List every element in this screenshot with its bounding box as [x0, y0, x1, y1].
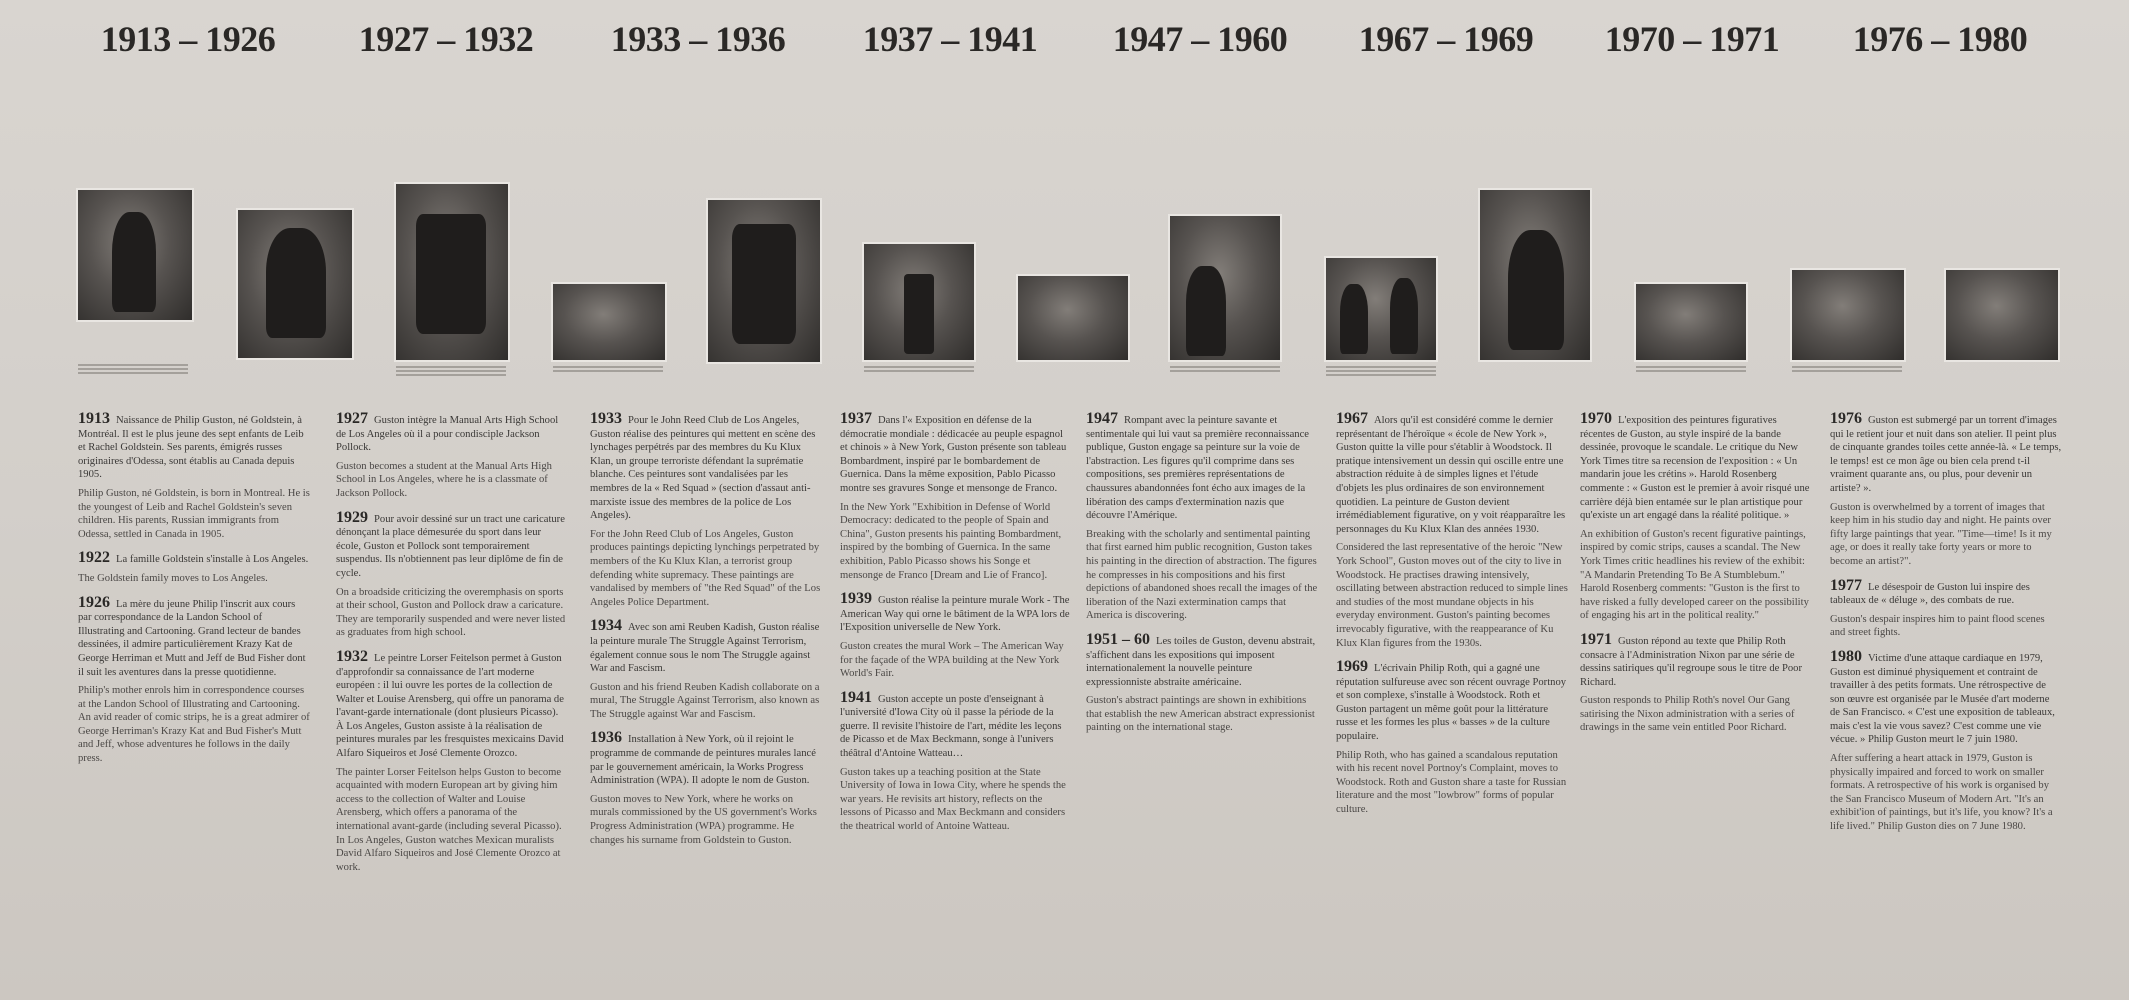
- entry-year: 1971: [1580, 630, 1612, 648]
- period-text: [336, 412, 568, 884]
- period-1913-1926: [68, 0, 308, 1000]
- entry-year: 1936: [590, 729, 622, 747]
- entry-en: Guston and his friend Reuben Kadish collaborate on a mural, The Struggle Against Terrorism, also known as The Struggle against War and Fascism.: [590, 681, 820, 720]
- entry-year: 1941: [840, 688, 872, 706]
- photo-caption: [1792, 366, 1902, 374]
- photo-guston-roth: [1326, 258, 1436, 360]
- entry-en: Philip's mother enrols him in correspondence courses at the Landon School of Illustrating and Cartooning. An avid reader of comic strips, he is a great admirer of George Herriman's Krazy Kat and Bud Fisher's Mutt and Jeff, whose adventures he follows in the daily press.: [78, 685, 310, 765]
- entry-fr: Guston intègre la Manual Arts High School de Los Angeles où il a pour condisciple Jackson Pollock.: [336, 415, 559, 454]
- entry-1977: [1830, 576, 2062, 640]
- entry-year: 1937: [840, 410, 872, 427]
- entry-year: 1932: [336, 647, 368, 665]
- entry-en: The Goldstein family moves to Los Angeles.: [78, 572, 268, 584]
- entry-en: Guston responds to Philip Roth's novel Our Gang satirising the Nixon administration with a series of drawings in the same vein entitled Poor Richard.: [1580, 695, 1795, 734]
- photo-studio-paintings: [1946, 270, 2058, 360]
- entry-1936: [590, 731, 822, 847]
- entry-1971: [1580, 630, 1812, 735]
- entry-fr: Les toiles de Guston, devenu abstrait, s'affichent dans les expositions qui imposent internationalement la nouvelle peinture expressionniste abstraite américaine.: [1086, 635, 1316, 688]
- entry-fr: Guston réalise la peinture murale Work - The American Way qui orne le bâtiment de la WPA lors de l'Exposition universelle de New York.: [840, 595, 1070, 634]
- entry-fr: La mère du jeune Philip l'inscrit aux cours par correspondance de la Landon School of Illustrating and Cartooning. Grand lecteur de bandes dessinées, il admire particulièrement Krazy Kat de George Herriman et Mutt and Jeff de Bud Fisher dont il suit les aventures dans la presse quotidienne.: [78, 598, 306, 678]
- entry-year: 1977: [1830, 576, 1862, 594]
- entry-year: 1933: [590, 410, 622, 427]
- period-title: 1976 – 1980: [1852, 19, 2028, 59]
- period-text: [1580, 412, 1812, 745]
- entry-fr: Naissance de Philip Guston, né Goldstein, à Montréal. Il est le plus jeune des sept enfants de Leib et Rachel Goldstein. Ses parents, émigrés russes originaires d'Odessa, sont établis au Canada depuis 1905.: [78, 415, 304, 481]
- entry-fr: L'écrivain Philip Roth, qui a gagné une réputation sulfureuse avec son récent ouvrage Portnoy et son complexe, s'installe à Woodstock. Roth et Guston partagent un même goût pour la littérature russe et les formes les plus « basses » de la culture populaire.: [1336, 663, 1567, 743]
- photo-guston-studio: [1170, 216, 1280, 360]
- period-title: 1913 – 1926: [100, 19, 276, 59]
- entry-year: 1922: [78, 549, 110, 567]
- entry-fr: Installation à New York, où il rejoint le programme de commande de peintures murales lancé par le gouvernement américain, la Works Progress Administration (WPA). Il adopte le nom de Guston.: [590, 734, 816, 787]
- entry-fr: Pour le John Reed Club de Los Angeles, Guston réalise des peintures qui mettent en scène des lynchages perpétrés par des membres du Ku Klux Klan, un groupe terroriste défendant la suprématie blanche. Ces peintures sont vandalisées par les membres de la « Red Squad » (section d'assaut anti-marxiste issue des membres de la police de Los Angeles).: [590, 415, 816, 522]
- entry-1922: [78, 551, 310, 585]
- entry-year: 1970: [1580, 410, 1612, 427]
- entry-fr: La famille Goldstein s'installe à Los Angeles.: [116, 554, 309, 566]
- period-1937-1941: [830, 0, 1070, 1000]
- entry-year: 1934: [590, 617, 622, 635]
- entry-year: 1927: [336, 410, 368, 427]
- period-1947-1960: [1080, 0, 1320, 1000]
- entry-en: Considered the last representative of the heroic "New York School", Guston moves out of the city to live in Woodstock. He practises drawing intensively, oscillating between abstraction reduced to simple lines and studies of the most mundane objects in his everyday environment. Guston's painting becomes irrevocably figurative, with the reappearance of Ku Klux Klan figures from the 1930s.: [1336, 542, 1568, 649]
- entry-1980: [1830, 647, 2062, 834]
- entry-1969: [1336, 660, 1568, 817]
- period-text: [840, 412, 1072, 844]
- entry-fr: Rompant avec la peinture savante et sentimentale qui lui vaut sa première reconnaissance publique, Guston engage sa peinture sur la voie de l'abstraction. Les figures qu'il comprime dans ses compositions, ses premières représentations de chaussures abandonnées font écho aux images de la libération des camps d'extermination nazis que découvre l'Amérique.: [1086, 415, 1309, 522]
- entry-fr: Le peintre Lorser Feitelson permet à Guston d'approfondir sa connaissance de l'art moderne européen : il lui ouvre les portes de la collection de Walter et Louise Arensberg, qui offre un panorama de l'avant-garde internationale (dont plusieurs Picasso). À Los Angeles, Guston assiste à la réalisation de peintures murales par les fresquistes mexicains David Alfaro Siqueiros et José Clemente Orozco.: [336, 652, 564, 760]
- entry-1929: [336, 508, 568, 640]
- entry-year: 1980: [1830, 647, 1862, 665]
- entry-en: Guston's despair inspires him to paint flood scenes and street fights.: [1830, 613, 2045, 639]
- entry-en: Guston creates the mural Work – The American Way for the façade of the WPA building at the New York World's Fair.: [840, 640, 1064, 680]
- entry-fr: Guston répond au texte que Philip Roth consacre à l'Administration Nixon par une série de dessins satiriques qu'il regroupe sous le titre de Poor Richard.: [1580, 635, 1802, 688]
- entry-en: After suffering a heart attack in 1979, Guston is physically impaired and forced to work on smaller formats. A retrospective of his work is organised by the San Francisco Museum of Modern Art. "It's an exhibit'ion of paintings, but it's life, you know? It's a life lived." Philip Guston dies on 7 June 1980.: [1830, 753, 2053, 833]
- period-1933-1936: [578, 0, 821, 1000]
- entry-en: For the John Reed Club of Los Angeles, Guston produces paintings depicting lynchings perpetrated by members of the Ku Klux Klan, a terrorist group defending white supremacy. These paintings are vandalised by members of "the Red Squad" of the Los Angeles Police Department.: [590, 528, 821, 608]
- entry-fr: Guston est submergé par un torrent d'images qui le retient jour et nuit dans son atelier. Il peint plus de cinquante grandes toiles cette année-là. « Le temps, le temps! est ce mon âge ou bien cela prend t-il vraiment quarante ans, ou plus, pour devenir un artiste? ».: [1830, 415, 2062, 494]
- entry-en: Guston takes up a teaching position at the State University of Iowa in Iowa City, where he spends the war years. He revisits art history, reflects on the lessons of Picasso and Max Beckmann and considers the theatrical world of Antoine Watteau.: [840, 766, 1066, 833]
- entry-en: Philip Roth, who has gained a scandalous reputation with his recent novel Portnoy's Complaint, moves to Woodstock. Roth and Guston share a taste for Russian literature and the most "lowbrow" forms of popular culture.: [1336, 749, 1567, 816]
- period-title: 1947 – 1960: [1112, 19, 1288, 59]
- entry-fr: Alors qu'il est considéré comme le dernier représentant de l'héroïque « école de New York », Guston quitte la ville pour s'établir à Woodstock. Il pratique intensivement un dessin qui oscille entre une abstraction réduite à de simples lignes et l'étude d'objets les plus ordinaires de son environnement quotidien. La peinture de Guston devient irrémédiablement figurative, on y voit réapparaître les personnages du Ku Klux Klan des années 1930.: [1336, 415, 1566, 535]
- entry-en: Guston's abstract paintings are shown in exhibitions that establish the new American abstract expressionist painting on the international stage.: [1086, 695, 1315, 734]
- entry-en: Guston becomes a student at the Manual Arts High School in Los Angeles, where he is a classmate of Jackson Pollock.: [336, 460, 552, 499]
- entry-1951-60: [1086, 630, 1318, 735]
- entry-year: 1947: [1086, 410, 1118, 427]
- entry-year: 1913: [78, 410, 110, 427]
- photo-caption: [864, 366, 974, 374]
- entry-1970: [1580, 412, 1812, 623]
- photo-caption: [553, 366, 663, 374]
- entry-year: 1939: [840, 590, 872, 608]
- period-title: 1933 – 1936: [610, 19, 786, 59]
- entry-en: On a broadside criticizing the overemphasis on sports at their school, Guston and Pollock draw a caricature. They are temporarily suspended and were never listed as graduates from high school.: [336, 586, 566, 639]
- entry-1937: [840, 412, 1072, 582]
- entry-en: Guston is overwhelmed by a torrent of images that keep him in his studio day and night. He paints over fifty large paintings that year. "Time—time! Is it my age, or does it really take forty years or more to become an artist?".: [1830, 501, 2052, 567]
- period-text: [1086, 412, 1318, 745]
- entry-en: An exhibition of Guston's recent figurative paintings, inspired by comic strips, causes a scandal. The New York Times critic headlines his review of the exhibit: "A Mandarin Pretending To Be A Stumblebum." Harold Rosenberg comments: "Guston is the first to have risked a fully developed career on the possibility of engaging his art in the political reality.": [1580, 528, 1809, 622]
- period-text: [590, 412, 822, 857]
- photo-studio-wall: [1792, 270, 1904, 360]
- entry-1941: [840, 688, 1072, 834]
- entry-en: Philip Guston, né Goldstein, is born in Montreal. He is the youngest of Leib and Rachel Goldstein's seven children. His parents, Russian immigrants from Odessa, settled in Canada in 1905.: [78, 487, 310, 540]
- period-1927-1932: [326, 0, 566, 1000]
- photo-wpa-building: [864, 244, 974, 360]
- entry-1913: [78, 412, 310, 541]
- photo-group: [553, 284, 665, 360]
- entry-1934: [590, 619, 822, 721]
- entry-year: 1926: [78, 593, 110, 611]
- period-title: 1927 – 1932: [358, 19, 534, 59]
- photo-young-guston: [78, 190, 192, 320]
- entry-1939: [840, 592, 1072, 681]
- period-title: 1967 – 1969: [1358, 19, 1534, 59]
- photo-caption: [78, 364, 188, 376]
- entry-fr: Guston accepte un poste d'enseignant à l'université d'Iowa City où il passe la période de la guerre. Il revisite l'histoire de l'art, médite les leçons de Picasso et de Max Beckmann, songe à l'univers théâtral d'Antoine Watteau…: [840, 693, 1062, 760]
- entry-year: 1929: [336, 508, 368, 526]
- entry-1967: [1336, 412, 1568, 650]
- entry-en: Breaking with the scholarly and sentimental painting that first earned him public recognition, Guston takes his painting in the direction of abstraction. The figures he compresses in his compositions and his first depictions of abandoned shoes recall the images of the liberation of the Nazi extermination camps that America is discovering.: [1086, 528, 1318, 622]
- entry-1932: [336, 647, 568, 875]
- photo-guston-outdoors: [1636, 284, 1746, 360]
- photo-mural-terrorism: [708, 200, 820, 362]
- photo-caption: [1636, 366, 1746, 374]
- period-title: 1970 – 1971: [1604, 19, 1780, 59]
- photo-caption: [396, 366, 506, 378]
- entry-1947: [1086, 412, 1318, 623]
- entry-fr: Victime d'une attaque cardiaque en 1979, Guston est diminué physiquement et contraint de travailler à des petits formats. Une rétrospective de son œuvre est organisée par le Musée d'art moderne de San Francisco. « C'est une exposition de tableaux, mais c'est la vie vous savez? C'est comme une vie vécue. » Philip Guston meurt le 7 juin 1980.: [1830, 652, 2055, 746]
- period-1976-1980: [1820, 0, 2060, 1000]
- period-1970-1971: [1572, 0, 1812, 1000]
- period-text: [1830, 412, 2062, 844]
- entry-year: 1976: [1830, 410, 1862, 427]
- entry-1926: [78, 593, 310, 766]
- entry-fr: Le désespoir de Guston lui inspire des tableaux de « déluge », des combats de rue.: [1830, 581, 2030, 607]
- entry-en: Guston moves to New York, where he works on murals commissioned by the US government's Works Progress Administration (WPA) programme. He changes his surname from Goldstein to Guston.: [590, 793, 817, 846]
- entry-en: In the New York "Exhibition in Defense of World Democracy: dedicated to the people of Spain and China", Guston presents his painting Bombardment, inspired by the bombing of Guernica. In the same exhibition, Pablo Picasso shows his Songe et mensonge de Franco [Dream and Lie of Franco].: [840, 501, 1062, 581]
- period-title: 1937 – 1941: [862, 19, 1038, 59]
- entry-year: 1967: [1336, 410, 1368, 427]
- photo-caption: [1170, 366, 1280, 374]
- entry-fr: L'exposition des peintures figuratives récentes de Guston, au style inspiré de la bande dessinée, provoque le scandale. Le critique du New York Times titre sa recension de l'exposition : « Un mandarin joue les crétins ». Harold Rosenberg commente : « Guston est le premier à avoir risqué une carrière déjà bien entamée sur le plan artistique pour qu'existe un art engagé dans la réalité politique. »: [1580, 415, 1810, 522]
- entry-en: The painter Lorser Feitelson helps Guston to become acquainted with modern European art by giving him access to the collection of Walter and Louise Arensberg, which offers a panorama of the international avant-garde (including several Picasso). In Los Angeles, Guston watches Mexican muralists David Alfaro Siqueiros and José Clemente Orozco at work.: [336, 766, 562, 873]
- entry-year: 1969: [1336, 658, 1368, 676]
- photo-caption: [1326, 366, 1436, 378]
- entry-fr: Avec son ami Reuben Kadish, Guston réalise la peinture murale The Struggle Against Terrorism, également connue sous le nom The Struggle against War and Fascism.: [590, 622, 820, 675]
- entry-fr: Dans l'« Exposition en défense de la démocratie mondiale : dédicacée au peuple espagnol et chinois » à New York, Guston présente son tableau Bombardment, inspiré par le bombardement de Guernica. Dans la même exposition, Pablo Picasso montre ses gravures Songe et mensonge de Franco.: [840, 415, 1067, 494]
- photo-mural-study: [396, 184, 508, 360]
- period-text: [1336, 412, 1568, 827]
- period-1967-1969: [1326, 0, 1566, 1000]
- period-text: [78, 412, 310, 776]
- entry-1933: [590, 412, 822, 609]
- entry-fr: Pour avoir dessiné sur un tract une caricature dénonçant la place démesurée du sport dans leur école, Guston et Pollock sont temporairement suspendus. Ils n'obtiennent pas leur diplôme de fin de cycle.: [336, 513, 565, 579]
- entry-year: 1951 – 60: [1086, 630, 1150, 648]
- entry-1976: [1830, 412, 2062, 569]
- entry-1927: [336, 412, 568, 501]
